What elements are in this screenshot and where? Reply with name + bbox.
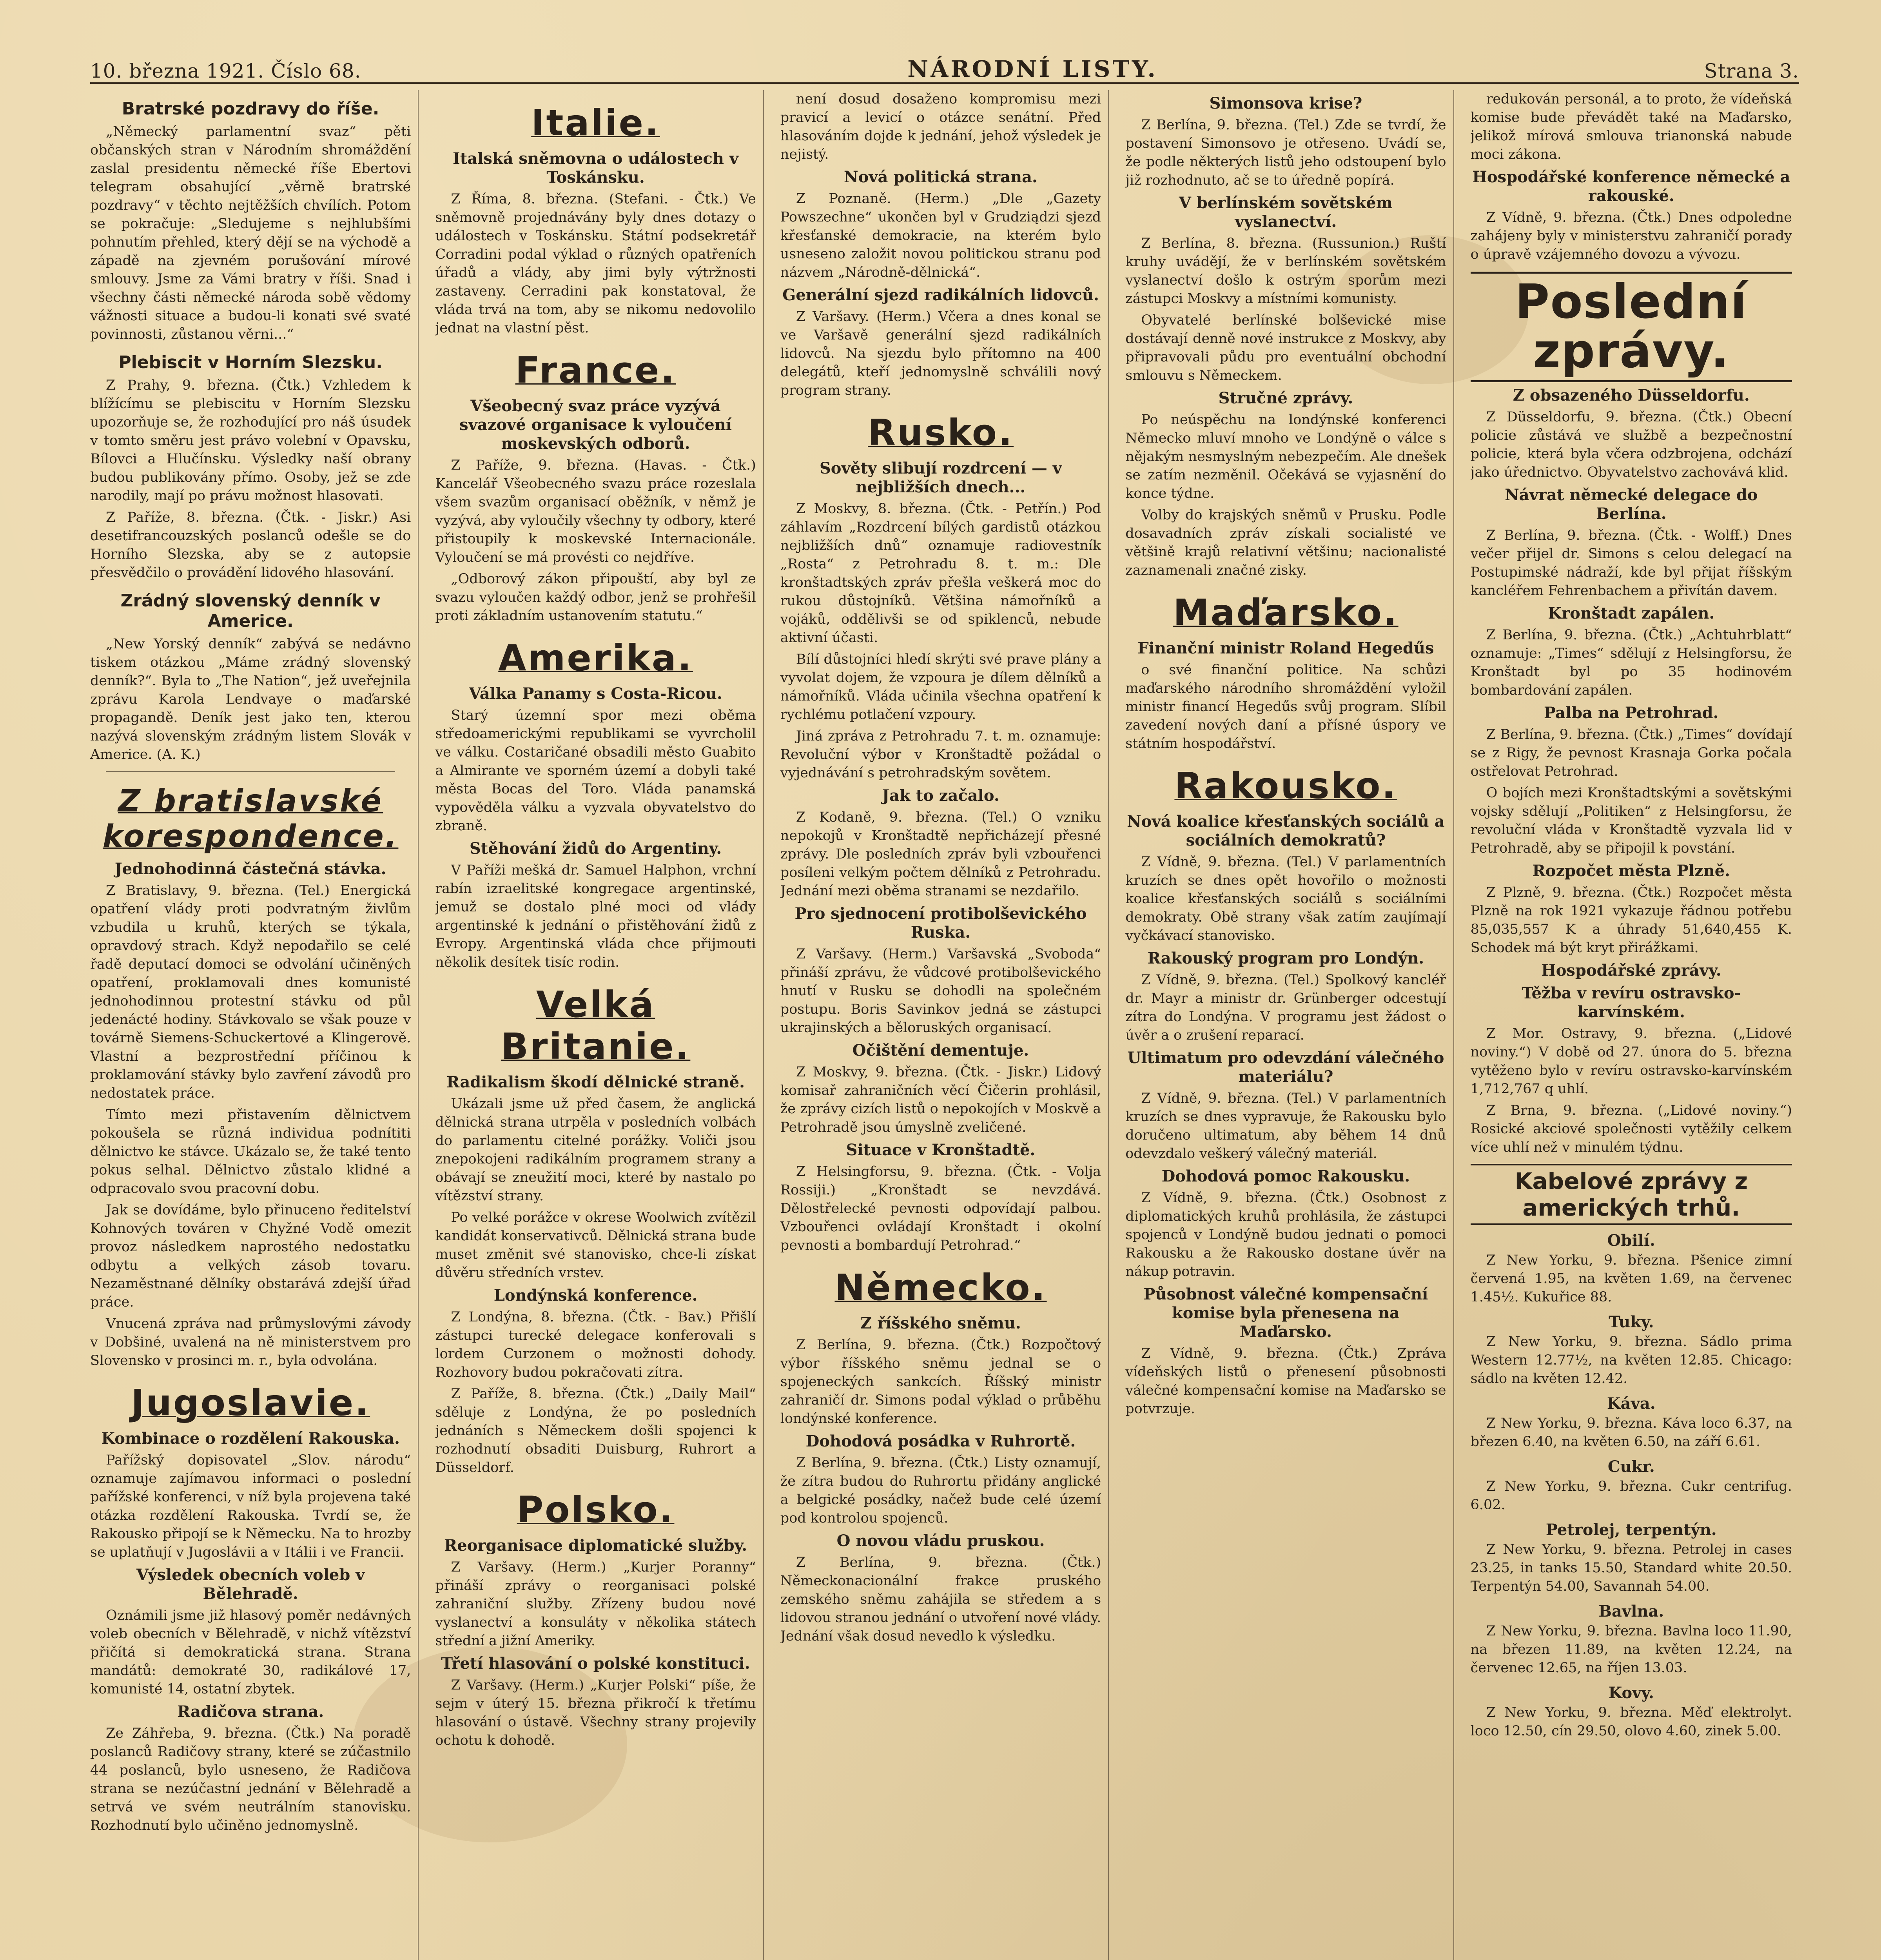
subheadline: Ultimatum pro odevzdání válečného materiálu? <box>1127 1049 1444 1086</box>
article-text: Z Vídně, 9. března. (Tel.) Spolkový kancléř dr. Mayr a ministr dr. Grünberger odcestují zítra do Londýna. V programu jest žádost o úvěr a o zrušení reparací. <box>1125 972 1446 1043</box>
column-5 <box>1471 90 1799 1960</box>
headline: Plebiscit v Horním Slezsku. <box>118 352 383 372</box>
subheadline: Sověty slibují rozdrcení — v nejbližších dnech... <box>819 459 1062 496</box>
section-title: Italie. <box>531 102 660 144</box>
article-text: Obyvatelé berlínské bolševické mise dostávají denně nové instrukce z Moskvy, aby připravovali půdu pro eventuální obchodní smlouvu s Německem. <box>1125 312 1446 383</box>
article-text: Z Vídně, 9. března. (Tel.) V parlamentních kruzích se dnes vypravuje, že Rakousku bylo doručeno ultimatum, aby během 14 dnů odevzdalo veškerý válečný materiál. <box>1125 1091 1446 1161</box>
masthead-date-issue: 10. března 1921. Číslo 68. <box>90 60 361 82</box>
article-text: Z Říma, 8. března. (Stefani. - Čtk.) Ve sněmovně projednávány byly dnes dotazy o událostech v Toskánsku. Státní podsekretář Corradini podal výklad o různých opatřeních úřadů a vlády, aby jimi byly výtržnosti zastaveny. Cerradini pak konstatoval, že vláda trvá na tom, aby se nikomu nedovolilo jednat na vlastní pěst. <box>435 191 756 336</box>
article-text: O bojích mezi Kronštadtskými a sovětskými vojsky sdělují „Politiken“ z Helsingforsu, že revoluční vláda v Kronštadtě vyzvala lid v Petrohradě, aby se připojil k povstání. <box>1470 785 1792 856</box>
subheadline: Londýnská konference. <box>493 1286 698 1305</box>
article-text: Z Moskvy, 8. března. (Čtk. - Petřín.) Pod záhlavím „Rozdrcení bílých gardistů otázkou nejbližších dnů“ oznamuje radiovestník „Rosta“ z Petrohradu 8. t. m.: Dle kronštadtských zpráv přešla veškerá moc do rukou důstojníků. Většina námořníků a vojáků, oddělivši se od spiklenců, nebude aktivní účasti. <box>780 501 1101 646</box>
article-text: o své finanční politice. Na schůzi maďarského národního shromáždění vyložil ministr financí Hegedűs svůj program. Slíbil zavedení nových daní a přísné úspory ve státním hospodářství. <box>1125 662 1446 751</box>
market-text: Z New Yorku, 9. března. Káva loco 6.37, na březen 6.40, na květen 6.50, na září 6.61. <box>1470 1416 1792 1450</box>
market-heading: Petrolej, terpentýn. <box>1545 1521 1717 1539</box>
section-title: Jugoslavie. <box>131 1382 370 1424</box>
section-title: Amerika. <box>498 637 693 679</box>
article-text: Z Berlína, 9. března. (Tel.) Zde se tvrdí, že postavení Simonsovo je otřeseno. Uvádí se, že podle některých listů jeho odstoupení bylo již rozhodnuto, ač se to úředně popírá. <box>1125 117 1446 188</box>
market-text: Z New Yorku, 9. března. Sádlo prima Western 12.77½, na květen 12.85. Chicago: sádlo na květen 12.42. <box>1470 1334 1792 1387</box>
latest-news-title: Poslední zprávy. <box>1471 272 1792 382</box>
subheadline: Nová koalice křesťanských sociálů a sociálních demokratů? <box>1127 812 1445 849</box>
market-text: Z New Yorku, 9. března. Cukr centrifug. 6.02. <box>1470 1479 1792 1513</box>
subheadline: Hospodářské konference německé a rakouské. <box>1472 168 1790 205</box>
article-text: Ukázali jsme už před časem, že anglická dělnická strana utrpěla v posledních volbách do parlamentu citelné porážky. Voliči jsou znepokojeni radikálním programem strany a obávají se zneužití moci, které by nastalo po vítězství strany. <box>435 1096 756 1204</box>
market-heading: Cukr. <box>1607 1457 1655 1476</box>
article-text: Bílí důstojníci hledí skrýti své prave plány a vyvolat dojem, že vzpoura je dílem dělníků a námořníků. Vláda učinila všechna opatření k rychlému potlačení vzpoury. <box>780 652 1101 722</box>
market-text: Z New Yorku, 9. března. Měď elektrolyt. loco 12.50, cín 29.50, olovo 4.60, zinek 5.00. <box>1470 1705 1792 1739</box>
article-text: Z Vídně, 9. března. (Čtk.) Dnes odpoledne zahájeny byly v ministerstvu zahraničí porady o úpravě vzájemného dovozu a vývozu. <box>1470 210 1792 262</box>
article-text: Ze Záhřeba, 9. března. (Čtk.) Na poradě poslanců Radičovy strany, které se zúčastnilo 44 poslanců, bylo usneseno, že Radičova strana se nezúčastní jednání v Bělehradě a setrvá ve svém neutrálním stanovisku. Rozhodnutí bylo učiněno jednomyslně. <box>90 1726 411 1834</box>
article-text: Z Berlína, 9. března. (Čtk.) „Achtuhrblatt“ oznamuje: „Times“ sdělují z Helsingforsu, že Kronštadt byl po 35 hodinovém bombardování zapálen. <box>1470 627 1792 698</box>
article-text: „Odborový zákon připouští, aby byl ze svazu vyloučen každý odbor, jenž se prohřešil proti základním ustanovením statutu.“ <box>435 571 756 624</box>
newspaper-title: NÁRODNÍ LISTY. <box>907 56 1158 82</box>
article-text: Z Bratislavy, 9. března. (Tel.) Energická opatření vlády proti podvratným živlům vzbudila u kruhů, kterých se týkala, opravdový strach. Když nepodařilo se celé řadě deputací domoci se odvolání učiněných opatření, proklamovali dnes komunisté jednohodinnou protestní stávku od půl jedenácté hodiny. Stávkovalo se však pouze v továrně Siemens-Schuckertové a Klingerově. Vlastní a bezprostřední příčinou k proklamování stávky bylo zavření závodů pro nedostatek práce. <box>90 883 411 1102</box>
subheadline: Z říšského sněmu. <box>860 1314 1021 1332</box>
section-title: Rakousko. <box>1174 765 1397 807</box>
subheadline: Situace v Kronštadtě. <box>846 1141 1036 1159</box>
subheadline: Palba na Petrohrad. <box>1544 704 1719 722</box>
article-text: Z Paříže, 9. března. (Havas. - Čtk.) Kancelář Všeobecného svazu práce rozeslala všem svazům organisací oběžník, v němž je vyzývá, aby vyloučily všechny ty odbory, které přistoupily k moskevské Internacionále. Vyloučení se má provésti co nejdříve. <box>435 457 756 565</box>
article-text: Z Poznaně. (Herm.) „Dle „Gazety Powszechne“ ukončen byl v Grudziądzi sjezd křesťanské demokracie, na kterém bylo usneseno založit novou politickou stranu pod názvem „Národně-dělnická“. <box>780 191 1101 280</box>
article-text: Z Varšavy. (Herm.) „Kurjer Poranny“ přináší zprávy o reorganisaci polské zahraniční služby. Zřízeny budou nové vyslanectví a konsuláty v několika státech střední a jižní Ameriky. <box>435 1559 756 1649</box>
article-text: Z Vídně, 9. března. (Čtk.) Zpráva vídeňských listů o přenesení působnosti válečné kompensační komise na Maďarsko se potvrzuje. <box>1125 1346 1446 1417</box>
subheadline: Jak to začalo. <box>882 786 999 805</box>
article-text: Z Mor. Ostravy, 9. března. („Lidové noviny.“) V době od 27. února do 5. března vytěženo bylo v revíru ostravsko-karvínském 1,712,767 q uhlí. <box>1470 1026 1792 1097</box>
article-text: Oznámili jsme již hlasový poměr nedávných voleb obecních v Bělehradě, v nichž vítězství přičítá si demokratická strana. Strana mandátů: demokraté 30, radikálové 17, komunisté 14, ostatní zbytek. <box>90 1608 411 1697</box>
article-text: „New Yorský denník“ zabývá se nedávno tiskem otázkou „Máme zrádný slovenský denník?“. Byla to „The Nation“, jež uveřejnila zprávu Karola Lendvaye o maďarské propagandě. Deník jest jako ten, kterou nazývá slovenským zrádným listem Slovák v Americe. (A. K.) <box>90 636 411 763</box>
subheadline: Hospodářské zprávy. <box>1541 961 1721 980</box>
article-text: Z Prahy, 9. března. (Čtk.) Vzhledem k blížícímu se plebiscitu v Horním Slezsku upozorňuje se, že rozhodující pro náš úsudek v tomto směru jest právo volební v Opavsku, Bílovci a Hlučínsku. Výsledky naší obrany budou publikovány přímo. Osoby, jež se zde narodily, mají po právu možnost hlasovati. <box>90 377 411 504</box>
article-text: Z Vídně, 9. března. (Tel.) V parlamentních kruzích se dnes opět hovořilo o možnosti koalice křesťanských sociálů s sociálními demokraty. Obě strany však zatím zaujímají vyčkávací stanovisko. <box>1125 854 1446 944</box>
market-heading: Káva. <box>1607 1394 1656 1413</box>
subheadline: Radičova strana. <box>177 1702 324 1721</box>
article-text: redukován personál, a to proto, že vídeňská komise bude převádět také na Maďarsko, jelikož mírová smlouva trianonská nabude moci zákona. <box>1470 91 1792 162</box>
subheadline: Nová politická strana. <box>844 168 1038 186</box>
subheadline: Z obsazeného Düsseldorfu. <box>1513 386 1750 405</box>
market-heading: Tuky. <box>1609 1313 1654 1331</box>
market-text: Z New Yorku, 9. března. Bavlna loco 11.90, na březen 11.89, na květen 12.24, na červenec 12.65, na říjen 13.03. <box>1470 1623 1792 1676</box>
subheadline: Simonsova krise? <box>1209 94 1362 113</box>
subheadline: Všeobecný svaz práce vyzývá svazové organisace k vyloučení moskevských odborů. <box>459 397 732 453</box>
market-text: Z New Yorku, 9. března. Pšenice zimní červená 1.95, na květen 1.69, na červenec 1.45½. Kukuřice 88. <box>1470 1252 1792 1305</box>
section-title: Polsko. <box>517 1489 675 1531</box>
column-2 <box>435 90 764 1960</box>
subheadline: V berlínském sovětském vyslanectví. <box>1179 194 1393 231</box>
subheadline: Působnost válečné kompensační komise byla přenesena na Maďarsko. <box>1143 1285 1428 1341</box>
article-text: Z Berlína, 9. března. (Čtk. - Wolff.) Dnes večer přijel dr. Simons s celou delegací na Postupimské nádraží, kde byl přijat říšským kancléřem Fehrenbachem a přivítán davem. <box>1470 528 1792 599</box>
subheadline: Reorganisace diplomatické služby. <box>444 1536 747 1555</box>
column-3 <box>780 90 1109 1960</box>
subheadline: Generální sjezd radikálních lidovců. <box>782 286 1099 304</box>
section-title: Rusko. <box>868 412 1014 454</box>
article-text: Z Vídně, 9. března. (Čtk.) Osobnost z diplomatických kruhů prohlásila, že zástupci spojenců v Londýně budou jednati o pomoci Rakousku a že Rakousko dostane úvěr na nákup potravin. <box>1125 1190 1446 1279</box>
article-text: V Paříži mešká dr. Samuel Halphon, vrchní rabín izraelitské kongregace argentinské, jemuž se dostalo plné moci od vlády argentinské k jednání o přistěhování židů z Evropy. Argentinská vláda chce přijmouti několik desítek tisíc rodin. <box>435 862 756 970</box>
subheadline: Pro sjednocení protibolševického Ruska. <box>794 904 1087 942</box>
subheadline: Stěhování židů do Argentiny. <box>469 839 722 858</box>
subheadline: O novou vládu pruskou. <box>836 1532 1045 1550</box>
subheadline: Očištění dementuje. <box>852 1041 1029 1060</box>
subheadline: Jednohodinná částečná stávka. <box>114 860 386 878</box>
divider <box>106 771 395 772</box>
subheadline: Těžba v revíru ostravsko-karvínském. <box>1522 984 1741 1021</box>
subheadline: Rozpočet města Plzně. <box>1532 862 1730 880</box>
subheadline: Návrat německé delegace do Berlína. <box>1505 486 1758 523</box>
article-text: Vnucená zpráva nad průmyslovými závody v Dobšiné, uvalená na ně ministerstvem pro Slovensko v prosinci m. r., byla odvolána. <box>90 1316 411 1369</box>
column-4 <box>1125 90 1454 1960</box>
article-text: Z Berlína, 9. března. (Čtk.) Rozpočtový výbor říšského sněmu jednal se o spojeneckých sankcích. Říšský ministr zahraničí dr. Simons podal výklad o průběhu londýnské konference. <box>780 1337 1101 1426</box>
article-text: Z Kodaně, 9. března. (Tel.) O vzniku nepokojů v Kronštadtě nepřicházejí přesné zprávy. Dle posledních zpráv byli vzbouřenci posíleni velkým počtem dělníků z Petrohradu. Jednání mezi oběma stranami se nezdařilo. <box>780 809 1101 899</box>
subheadline: Italská sněmovna o událostech v Toskánsku. <box>453 149 739 187</box>
market-heading: Obilí. <box>1607 1231 1655 1250</box>
section-title: Velká Britanie. <box>501 984 691 1067</box>
article-text: „Německý parlamentní svaz“ pěti občanských stran v Národním shromáždění zaslal presidentu německé říše Ebertovi telegram obsahující „věrně bratrské pozdravy“ v těchto nejtěžších chvílích. Potom se pokračuje: „Sledujeme s nejhlubšími pohnutím přehled, který dějí se na východě a západě na zjevném porušování mírové smlouvy. Jsme za Vámi bratry v říši. Snad i všechny části německé národa sobě vědomy vážnosti situace a budou-li konati své svaté povinnosti, zůstanou věrni...“ <box>90 123 411 342</box>
article-text: Z Düsseldorfu, 9. března. (Čtk.) Obecní policie zůstává ve službě a bezpečnostní policie, která byla včera odzbrojena, odchází jako úřednictvo. Obyvatelstvo zachovává klid. <box>1470 409 1792 480</box>
article-text: Tímto mezi přistavením dělnictvem pokoušela se různá individua podnítiti dělnictvo ke stávce. Ukázalo se, že také tento pokus selhal. Dělnictvo zůstalo klidné a odpracovalo svou pracovní dobu. <box>90 1107 411 1197</box>
subheadline: Kombinace o rozdělení Rakouska. <box>101 1429 400 1448</box>
article-text: Po neúspěchu na londýnské konferenci Německo mluví mnoho ve Londýně o válce s nějakým nesmyslným nebezpečím. Ale dnešek se zatím nezměnil. Očekává se vyjasnění do konce týdne. <box>1125 412 1446 501</box>
subheadline: Výsledek obecních voleb v Bělehradě. <box>136 1566 365 1603</box>
subheadline: Rakouský program pro Londýn. <box>1147 949 1424 967</box>
article-text: Z Plzně, 9. března. (Čtk.) Rozpočet města Plzně na rok 1921 vykazuje řádnou potřebu 85,035,557 K a úhrady 51,640,455 K. Schodek má být kryt přirážkami. <box>1470 885 1792 956</box>
article-text: Z Helsingforsu, 9. března. (Čtk. - Volja Rossiji.) „Kronštadt se nevzdává. Dělostřelecké pevnosti odpovídají palbou. Vzbouřenci ovládají Kronštadt i okolní pevnosti a bombardují Petrohrad.“ <box>780 1164 1101 1253</box>
article-text: Z Berlína, 8. března. (Russunion.) Ruští kruhy uvádějí, že v berlínském sovětském vyslanectví došlo k ostrým sporům mezi zástupci Moskvy a místními komunisty. <box>1125 236 1446 307</box>
market-reports-title: Kabelové zprávy z amerických trhů. <box>1471 1164 1792 1225</box>
article-text: Z Berlína, 9. března. (Čtk.) Listy oznamují, že zítra budou do Ruhrortu přidány anglické a belgické posádky, načež bude celé území pod kontrolou spojenců. <box>780 1455 1101 1526</box>
article-text: Z Varšavy. (Herm.) Varšavská „Svoboda“ přináší zprávu, že vůdcové protibolševického hnutí v Rusku se dohodli na společném postupu. Boris Savinkov jedná se zástupci ukrajinských a běloruských organisací. <box>780 946 1101 1036</box>
article-text: Pařížský dopisovatel „Slov. národu“ oznamuje zajímavou informaci o poslední pařížské konferenci, v níž byla projevena také otázka rozdělení Rakouska. Tvrdí se, že Rakousko připojí se k Německu. Na to hrozby se uplatňují v Jugoslávii a v Itálii i ve Francii. <box>90 1452 411 1561</box>
subheadline: Stručné zprávy. <box>1218 389 1353 407</box>
headline: Zrádný slovenský denník v Americe. <box>120 590 381 632</box>
subheadline: Válka Panamy s Costa-Ricou. <box>469 684 722 703</box>
market-heading: Kovy. <box>1608 1684 1654 1702</box>
masthead <box>90 47 1799 84</box>
article-text: Z Berlína, 9. března. (Čtk.) Německonacionální frakce pruského zemského sněmu zahájila se středem a s lidovou stranou jednání o utvoření nové vlády. Jednání však dosud nevedlo k výsledku. <box>780 1555 1101 1644</box>
section-title: Německo. <box>834 1267 1047 1308</box>
article-text: Z Paříže, 8. března. (Čtk.) „Daily Mail“ sděluje z Londýna, že po posledních jednáních s Německem došli spojenci k rozhodnutí obsaditi Duisburg, Ruhrort a Düsseldorf. <box>435 1386 756 1475</box>
market-heading: Bavlna. <box>1598 1602 1664 1621</box>
subheadline: Radikalism škodí dělnické straně. <box>446 1073 745 1091</box>
subheadline: Dohodová pomoc Rakousku. <box>1161 1167 1410 1185</box>
section-title: Maďarsko. <box>1173 592 1399 633</box>
subheadline: Třetí hlasování o polské konstituci. <box>441 1654 750 1673</box>
subheadline: Finanční ministr Roland Hegedűs <box>1137 639 1434 657</box>
article-text: Z Berlína, 9. března. (Čtk.) „Times“ dovídají se z Rigy, že pevnost Krasnaja Gorka počala ostřelovat Petrohrad. <box>1470 727 1792 779</box>
page-number: Strana 3. <box>1704 60 1799 82</box>
section-title: France. <box>515 349 676 391</box>
article-text: není dosud dosaženo kompromisu mezi pravicí a levicí o otázce senátní. Před hlasováním dojde k jednání, jehož výsledek je nejistý. <box>780 91 1101 162</box>
subheadline: Kronštadt zapálen. <box>1548 604 1715 622</box>
article-text: Volby do krajských sněmů v Prusku. Podle dosavadních zpráv získali socialisté ve většině krajů relativní většinu; nacionalisté zaznamenali značné zisky. <box>1125 507 1446 578</box>
article-text: Po velké porážce v okrese Woolwich zvítězil kandidát konservativců. Dělnická strana bude muset změnit své stanovisko, chce-li získat důvěru středních vrstev. <box>435 1210 756 1281</box>
subheadline: Dohodová posádka v Ruhrortě. <box>805 1432 1076 1450</box>
column-1 <box>90 90 419 1960</box>
article-text: Z Brna, 9. března. („Lidové noviny.“) Rosické akciové společnosti vytěžily celkem více uhlí než v minulém týdnu. <box>1470 1103 1792 1155</box>
article-text: Jiná zpráva z Petrohradu 7. t. m. oznamuje: Revoluční výbor v Kronštadtě požádal o vyjednávání s petrohradským sovětem. <box>780 728 1101 781</box>
article-text: Starý územní spor mezi oběma středoamerickými republikami se vyvrcholil ve válku. Costaričané obsadili město Guabito a Almirante ve sporném území a dobyli také města Bocas del Toro. Vláda panamská vypověděla válku a vyzvala obyvatelstvo do zbraně. <box>435 708 756 834</box>
article-text: Z Paříže, 8. března. (Čtk. - Jiskr.) Asi desetifrancouzských poslanců odešle se do Horního Slezska, aby se z autopsie přesvědčilo o provádění lidového hlasování. <box>90 509 411 581</box>
article-text: Z Varšavy. (Herm.) Včera a dnes konal se ve Varšavě generální sjezd radikálních lidovců. Na sjezdu bylo přítomno na 400 delegátů, kteří jednomyslně schválili nový program strany. <box>780 309 1101 398</box>
article-text: Z Moskvy, 9. března. (Čtk. - Jiskr.) Lidový komisař zahraničních věcí Čičerin prohlásil, že zprávy cizích listů o nepokojích v Moskvě a Petrohradě jsou úmyslně zveličené. <box>780 1064 1101 1135</box>
columns <box>90 90 1799 1960</box>
section-title: Z bratislavské korespondence. <box>102 784 399 855</box>
headline: Bratrské pozdravy do říše. <box>122 99 379 119</box>
article-text: Jak se dovídáme, bylo přinuceno ředitelství Kohnových továren v Chyžné Vodě omezit provoz následkem naprostého nedostatku odbytu a velkých zásob tovaru. Nezaměstnané dělníky obstarává zdejší úřad práce. <box>90 1202 411 1310</box>
article-text: Z Londýna, 8. března. (Čtk. - Bav.) Přišlí zástupci turecké delegace konferovali s lordem Curzonem o možnosti dohody. Rozhovory budou pokračovati zítra. <box>435 1309 756 1380</box>
market-text: Z New Yorku, 9. března. Petrolej in cases 23.25, in tanks 15.50, Standard white 20.50. Terpentýn 54.00, Savannah 54.00. <box>1470 1542 1792 1594</box>
article-text: Z Varšavy. (Herm.) „Kurjer Polski“ píše, že sejm v úterý 15. března přikročí k třetímu hlasování o ústavě. Všechny strany projevily ochotu k dohodě. <box>435 1677 756 1748</box>
